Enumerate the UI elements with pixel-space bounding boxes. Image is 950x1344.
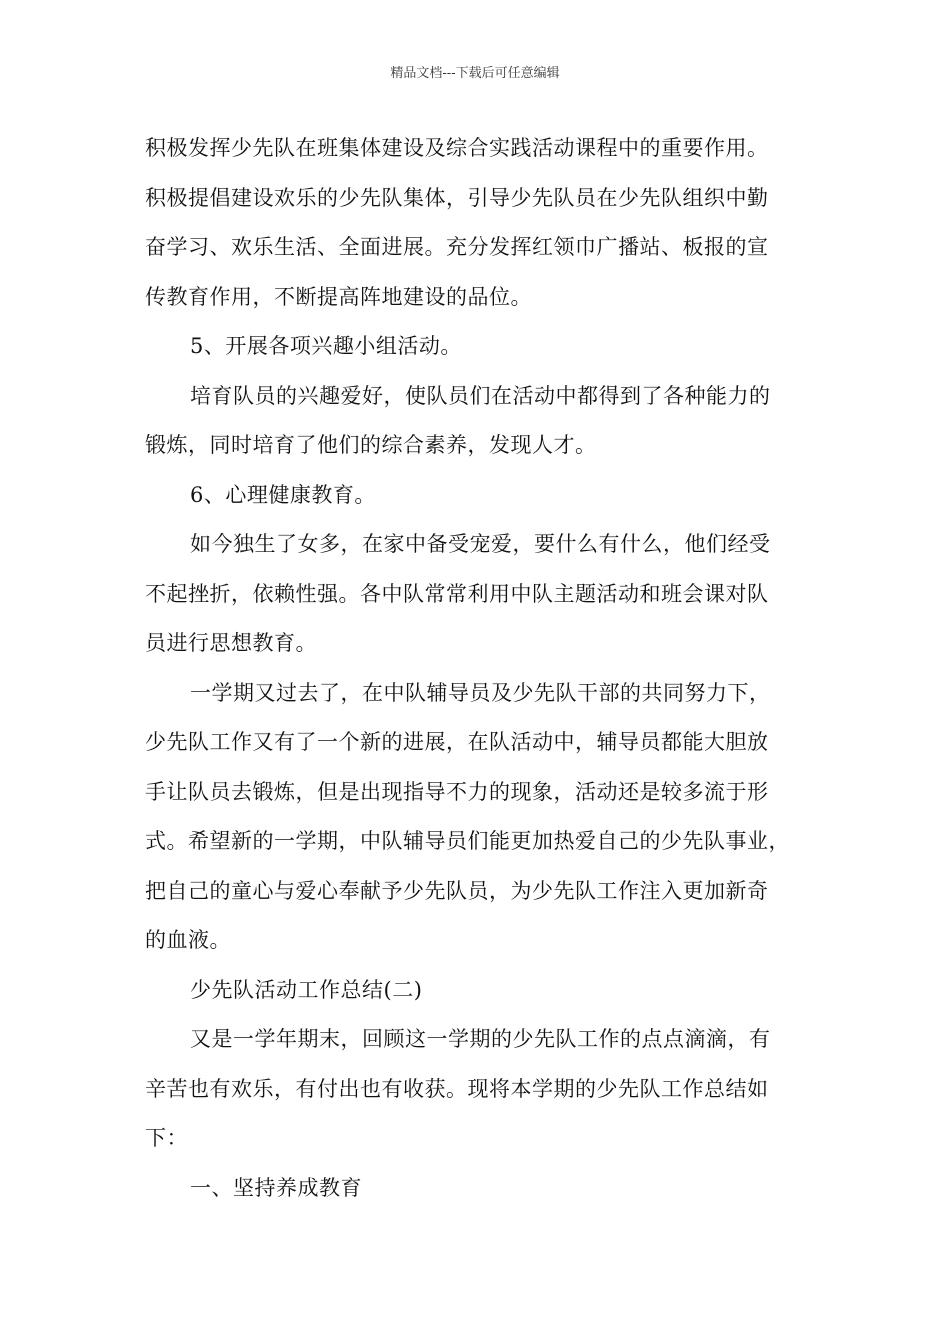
text-line: 不起挫折，依赖性强。各中队常常利用中队主题活动和班会课对队 bbox=[145, 581, 769, 606]
text-line: 传教育作用，不断提高阵地建设的品位。 bbox=[145, 284, 532, 309]
text-line: 积极提倡建设欢乐的少先队集体，引导少先队员在少先队组织中勤 bbox=[145, 185, 769, 210]
document-body bbox=[145, 124, 825, 1213]
text-line: 式。希望新的一学期，中队辅导员们能更加热爱自己的少先队事业， bbox=[145, 829, 790, 853]
page-header: 精品文档---下载后可任意编辑 bbox=[390, 66, 560, 81]
text-line: 一学期又过去了，在中队辅导员及少先队干部的共同努力下， bbox=[190, 680, 771, 705]
text-line: 培育队员的兴趣爱好，使队员们在活动中都得到了各种能力的 bbox=[190, 383, 771, 408]
text-line: 少先队活动工作总结(二) bbox=[190, 977, 423, 1002]
text-line: 辛苦也有欢乐，有付出也有收获。现将本学期的少先队工作总结如 bbox=[145, 1076, 769, 1101]
text-line: 的血液。 bbox=[145, 928, 231, 952]
text-line: 少先队工作又有了一个新的进展，在队活动中，辅导员都能大胆放 bbox=[145, 730, 769, 754]
text-line: 奋学习、欢乐生活、全面进展。充分发挥红领巾广播站、板报的宣 bbox=[145, 235, 769, 259]
text-line: 积极发挥少先队在班集体建设及综合实践活动课程中的重要作用。 bbox=[145, 136, 769, 160]
text-line: 5、开展各项兴趣小组活动。 bbox=[190, 334, 462, 358]
text-line: 一、坚持养成教育 bbox=[190, 1175, 362, 1200]
text-line: 把自己的童心与爱心奉献予少先队员，为少先队工作注入更加新奇 bbox=[145, 878, 769, 903]
text-line: 下： bbox=[145, 1126, 188, 1150]
text-line: 员进行思想教育。 bbox=[145, 631, 317, 655]
text-line: 手让队员去锻炼，但是出现指导不力的现象，活动还是较多流于形 bbox=[145, 779, 769, 804]
text-line: 又是一学年期末，回顾这一学期的少先队工作的点点滴滴，有 bbox=[190, 1027, 771, 1051]
text-line: 6、心理健康教育。 bbox=[190, 482, 376, 507]
text-line: 锻炼，同时培育了他们的综合素养，发现人才。 bbox=[145, 433, 597, 457]
text-line: 如今独生了女多，在家中备受宠爱，要什么有什么，他们经受 bbox=[190, 532, 771, 556]
